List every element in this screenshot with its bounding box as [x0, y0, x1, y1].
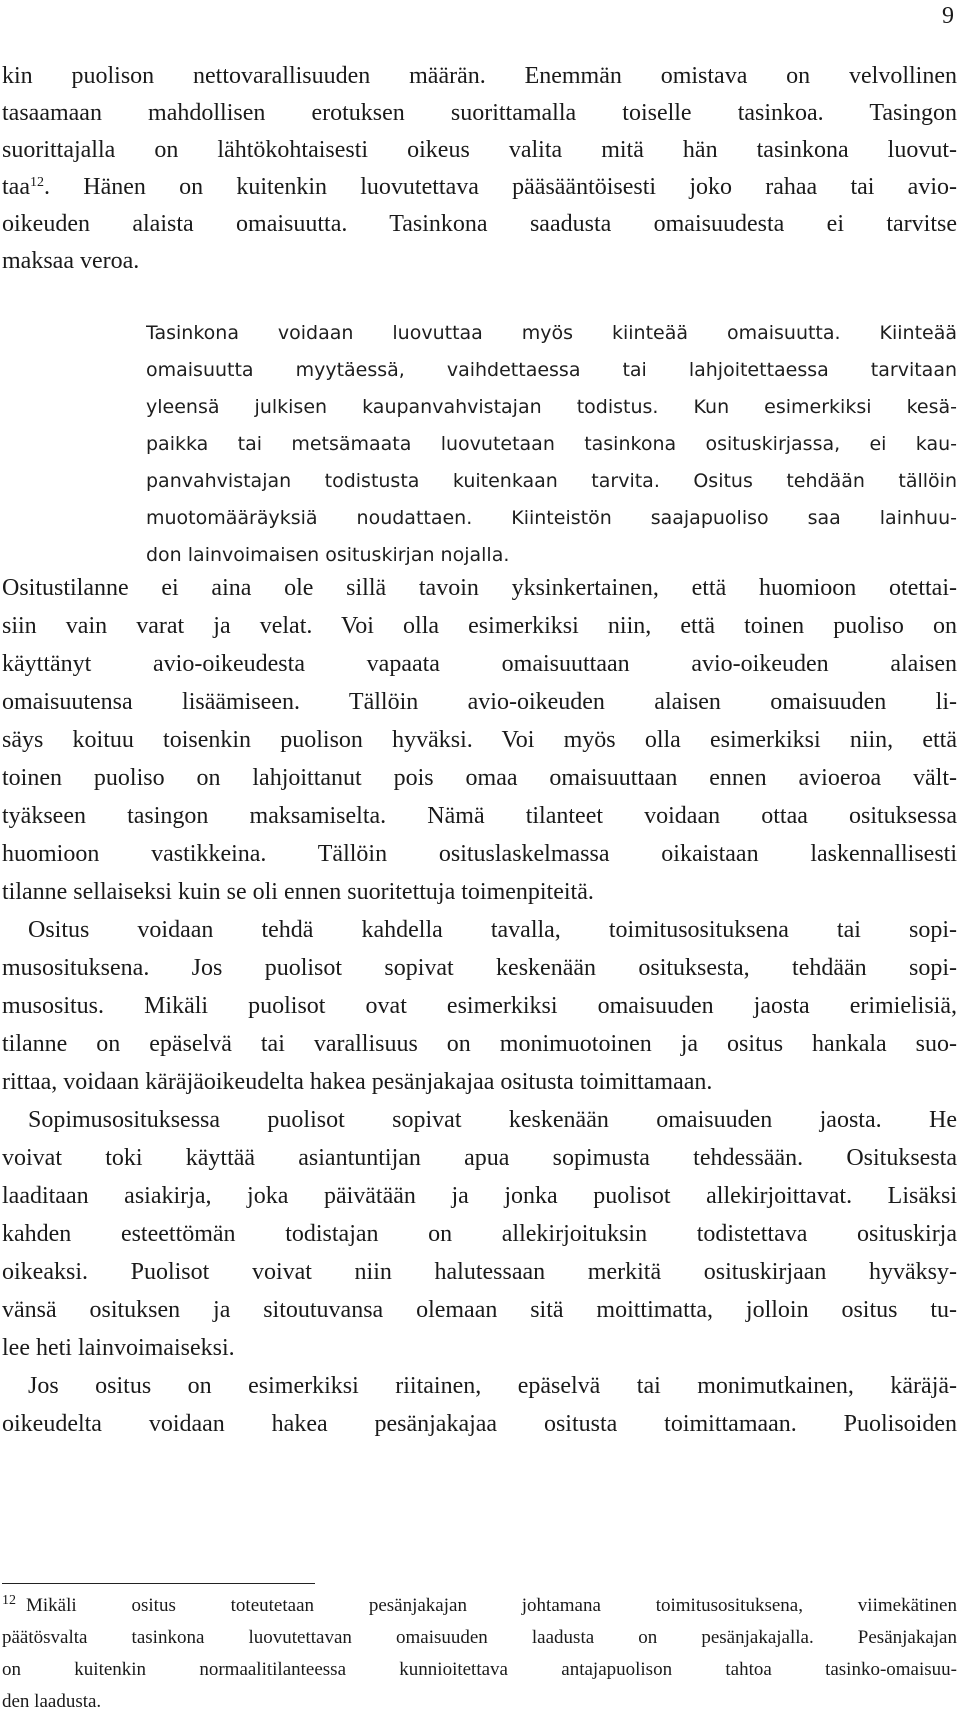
text-line: omaisuutensa lisäämiseen. Tällöin avio-oikeuden alaisen omaisuuden li- [2, 689, 957, 715]
quote-line: panvahvistajan todistusta kuitenkaan tarvita. Ositus tehdään tällöin [146, 470, 957, 492]
text-line: lee heti lainvoimaiseksi. [2, 1335, 235, 1361]
text-line: kahden esteettömän todistajan on allekirjoituksin todistettava osituskirja [2, 1221, 957, 1247]
text-line: Sopimusosituksessa puolisot sopivat keskenään omaisuuden jaosta. He [28, 1107, 957, 1133]
text-line: vänsä osituksen ja sitoutuvansa olemaan sitä moittimatta, jolloin ositus tu- [2, 1297, 957, 1323]
text-line: tilanne sellaiseksi kuin se oli ennen suoritettuja toimenpiteitä. [2, 879, 594, 905]
text-line: tasaamaan mahdollisen erotuksen suorittamalla toiselle tasinkoa. Tasingon [2, 100, 957, 126]
quote-block [146, 315, 957, 574]
text-line: kin puolison nettovarallisuuden määrän. Enemmän omistava on velvollinen [2, 63, 957, 89]
text-line: huomioon vastikkeina. Tällöin osituslaskelmassa oikaistaan laskennallisesti [2, 841, 957, 867]
text-fragment: taa [2, 174, 30, 200]
text-line: käyttänyt avio-oikeudesta vapaata omaisuuttaan avio-oikeuden alaisen [2, 651, 957, 677]
paragraph-2 [2, 569, 957, 911]
page-number: 9 [942, 3, 954, 29]
footnote-line: on kuitenkin normaalitilanteessa kunnioitettava antajapuolison tahtoa tasinko-omaisuu- [2, 1659, 957, 1680]
paragraph-1 [2, 58, 957, 280]
footnote-line: päätösvalta tasinkona luovutettavan omaisuuden laadusta on pesänjakajalla. Pesänjakajan [2, 1627, 957, 1648]
text-line: suorittajalla on lähtökohtaisesti oikeus valita mitä hän tasinkona luovut- [2, 137, 957, 163]
text-fragment: . Hänen on kuitenkin luovutettava pääsääntöisesti joko rahaa tai avio- [43, 174, 957, 200]
text-line: Jos ositus on esimerkiksi riitainen, epäselvä tai monimutkainen, käräjä- [28, 1373, 957, 1399]
text-line: Ositus voidaan tehdä kahdella tavalla, toimitusosituksena tai sopi- [28, 917, 957, 943]
footnote-divider [2, 1583, 315, 1584]
footnote-number: 12 [2, 1593, 16, 1608]
paragraph-4 [2, 1101, 957, 1367]
quote-line: Tasinkona voidaan luovuttaa myös kiinteää omaisuutta. Kiinteää [146, 322, 957, 344]
footnote [2, 1590, 957, 1718]
text-fragment: Mikäli ositus toteutetaan pesänjakajan johtamana toimitusosituksena, viimekätinen [26, 1595, 957, 1616]
quote-line: muotomääräyksiä noudattaen. Kiinteistön saajapuoliso saa lainhuu- [146, 507, 957, 529]
paragraph-5 [2, 1367, 957, 1443]
text-line [2, 169, 957, 206]
quote-line: yleensä julkisen kaupanvahvistajan todistus. Kun esimerkiksi kesä- [146, 396, 957, 418]
text-line: Ositustilanne ei aina ole sillä tavoin yksinkertainen, että huomioon otettai- [2, 575, 957, 601]
footnote-reference: 12 [29, 175, 44, 190]
text-line: maksaa veroa. [2, 248, 140, 274]
text-line: oikeudelta voidaan hakea pesänjakajaa ositusta toimittamaan. Puolisoiden [2, 1411, 957, 1437]
quote-line: paikka tai metsämaata luovutetaan tasinkona osituskirjassa, ei kau- [146, 433, 957, 455]
text-line: siin vain varat ja velat. Voi olla esimerkiksi niin, että toinen puoliso on [2, 613, 957, 639]
text-line: musositus. Mikäli puolisot ovat esimerkiksi omaisuuden jaosta erimielisiä, [2, 993, 957, 1019]
footnote-line [2, 1590, 957, 1622]
text-line: tyäkseen tasingon maksamiselta. Nämä tilanteet voidaan ottaa osituksessa [2, 803, 957, 829]
paragraph-3 [2, 911, 957, 1101]
text-line: oikeaksi. Puolisot voivat niin halutessaan merkitä osituskirjaan hyväksy- [2, 1259, 957, 1285]
text-line: musosituksena. Jos puolisot sopivat keskenään osituksesta, tehdään sopi- [2, 955, 957, 981]
quote-line: omaisuutta myytäessä, vaihdettaessa tai lahjoitettaessa tarvitaan [146, 359, 957, 381]
text-line: voivat toki käyttää asiantuntijan apua sopimusta tehdessään. Osituksesta [2, 1145, 957, 1171]
quote-line: don lainvoimaisen osituskirjan nojalla. [146, 544, 510, 566]
footnote-line: den laadusta. [2, 1691, 102, 1712]
text-line: toinen puoliso on lahjoittanut pois omaa omaisuuttaan ennen avioeroa vält- [2, 765, 957, 791]
text-line: säys koituu toisenkin puolison hyväksi. Voi myös olla esimerkiksi niin, että [2, 727, 957, 753]
text-line: laaditaan asiakirja, joka päivätään ja jonka puolisot allekirjoittavat. Lisäksi [2, 1183, 957, 1209]
text-line: oikeuden alaista omaisuutta. Tasinkona saadusta omaisuudesta ei tarvitse [2, 211, 957, 237]
text-line: tilanne on epäselvä tai varallisuus on monimuotoinen ja ositus hankala suo- [2, 1031, 957, 1057]
text-line: rittaa, voidaan käräjäoikeudelta hakea pesänjakajaa ositusta toimittamaan. [2, 1069, 713, 1095]
